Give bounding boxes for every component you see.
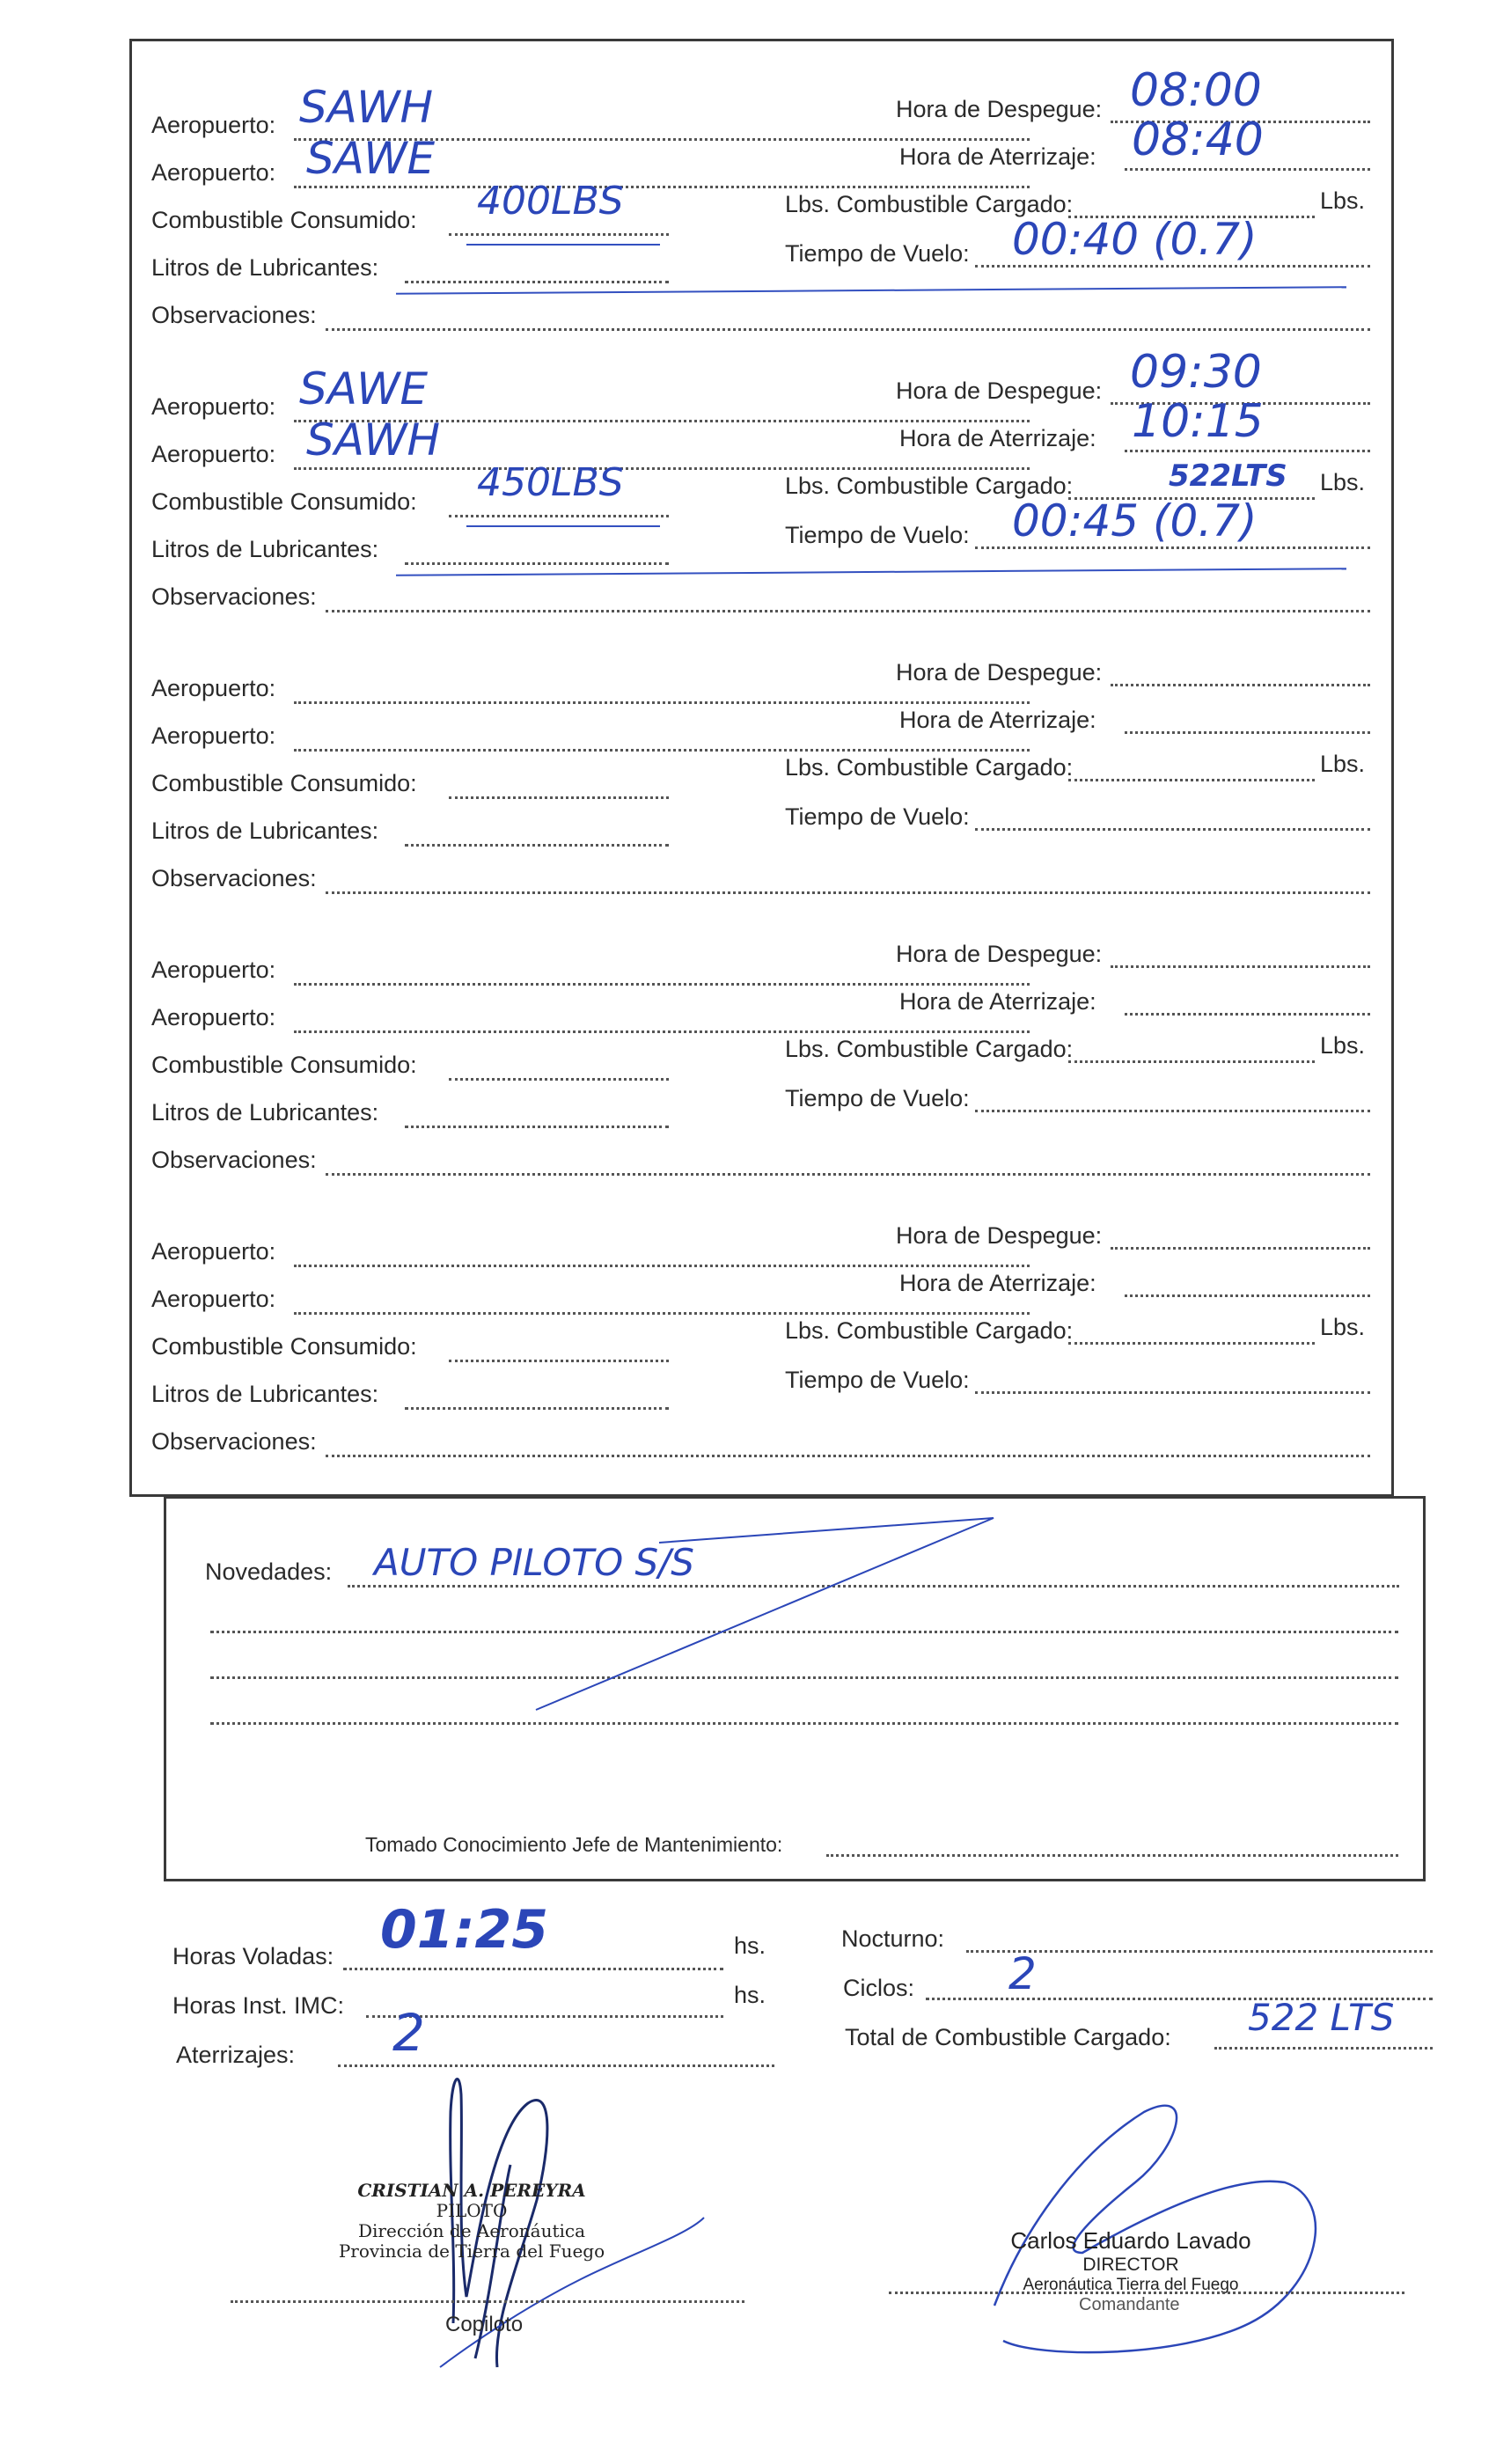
tiempo-vuelo-value: 00:45 (0.7): [1012, 495, 1258, 546]
piloto-org-1: Dirección de Aeronáutica: [357, 2220, 586, 2241]
litros-lubricantes-label: Litros de Lubricantes:: [151, 1381, 379, 1407]
aeropuerto-2-label: Aeropuerto:: [151, 159, 276, 186]
hora-aterrizaje-label: Hora de Aterrizaje:: [894, 425, 1096, 452]
horas-voladas-value: 01:25: [380, 1899, 548, 1961]
piloto-nombre: CRISTIAN A. PEREYRA: [357, 2180, 586, 2201]
hora-despegue-label: Hora de Despegue:: [891, 96, 1102, 123]
lbs-unit-label: Lbs.: [1320, 1314, 1366, 1340]
hora-despegue-label: Hora de Despegue:: [891, 378, 1102, 405]
hora-aterrizaje-label: Hora de Aterrizaje:: [894, 988, 1096, 1016]
horas-voladas-label: Horas Voladas:: [172, 1943, 334, 1969]
aeropuerto-2-label: Aeropuerto:: [151, 1286, 276, 1312]
piloto-cargo: PILOTO: [436, 2200, 508, 2221]
aeropuerto-2-label: Aeropuerto:: [151, 1004, 276, 1030]
comandante-label: Comandante: [1079, 2295, 1180, 2314]
horas-imc-label: Horas Inst. IMC:: [172, 1992, 345, 2019]
lbs-unit-label: Lbs.: [1320, 751, 1366, 777]
copiloto-label: Copiloto: [445, 2313, 524, 2336]
lbs-combustible-cargado-label: Lbs. Combustible Cargado:: [785, 754, 1074, 781]
aeropuerto-1-label: Aeropuerto:: [151, 675, 276, 701]
novedades-value: AUTO PILOTO S/S: [374, 1541, 694, 1584]
aterrizajes-value: 2: [392, 2003, 425, 2063]
aeropuerto-1-value: SAWE: [299, 363, 429, 414]
tiempo-vuelo-label: Tiempo de Vuelo:: [785, 803, 970, 830]
hora-despegue-label: Hora de Despegue:: [891, 1222, 1102, 1250]
ciclos-label: Ciclos:: [843, 1975, 915, 2001]
litros-lubricantes-label: Litros de Lubricantes:: [151, 818, 379, 844]
aterrizajes-label: Aterrizajes:: [176, 2042, 296, 2068]
aeropuerto-2-value: SAWH: [306, 414, 441, 466]
lbs-combustible-cargado-value: 522LTS: [1169, 458, 1287, 494]
tiempo-vuelo-label: Tiempo de Vuelo:: [785, 522, 970, 548]
aeropuerto-1-label: Aeropuerto:: [151, 1238, 276, 1265]
nocturno-label: Nocturno:: [841, 1925, 945, 1952]
observaciones-label: Observaciones:: [151, 1147, 317, 1173]
observaciones-label: Observaciones:: [151, 302, 317, 328]
ciclos-value: 2: [1008, 1948, 1037, 1999]
horas-imc-unit: hs.: [734, 1982, 766, 2008]
aeropuerto-1-label: Aeropuerto:: [151, 112, 276, 138]
horas-voladas-unit: hs.: [734, 1932, 766, 1959]
lbs-combustible-cargado-label: Lbs. Combustible Cargado:: [785, 473, 1074, 499]
aeropuerto-2-value: SAWE: [306, 133, 436, 184]
combustible-consumido-value: 400LBS: [477, 179, 624, 224]
hora-despegue-label: Hora de Despegue:: [891, 941, 1102, 968]
director-stamp: [986, 2226, 1276, 2295]
hora-despegue-value: 09:30: [1130, 346, 1262, 399]
director-nombre: Carlos Eduardo Lavado: [1010, 2227, 1251, 2254]
aeropuerto-1-value: SAWH: [299, 82, 434, 133]
combustible-consumido-label: Combustible Consumido:: [151, 1052, 417, 1078]
observaciones-label: Observaciones:: [151, 1428, 317, 1455]
total-combustible-label: Total de Combustible Cargado:: [845, 2024, 1171, 2050]
hora-despegue-value: 08:00: [1130, 64, 1262, 117]
combustible-consumido-label: Combustible Consumido:: [151, 1333, 417, 1360]
combustible-consumido-label: Combustible Consumido:: [151, 488, 417, 515]
litros-lubricantes-label: Litros de Lubricantes:: [151, 254, 379, 281]
hora-aterrizaje-value: 08:40: [1132, 114, 1264, 166]
combustible-consumido-label: Combustible Consumido:: [151, 770, 417, 796]
litros-lubricantes-label: Litros de Lubricantes:: [151, 536, 379, 562]
lbs-combustible-cargado-label: Lbs. Combustible Cargado:: [785, 1036, 1074, 1062]
total-combustible-value: 522 LTS: [1248, 1996, 1395, 2039]
observaciones-label: Observaciones:: [151, 583, 317, 610]
piloto-org-2: Provincia de Tierra del Fuego: [338, 2240, 605, 2262]
lbs-unit-label: Lbs.: [1320, 469, 1366, 495]
tiempo-vuelo-label: Tiempo de Vuelo:: [785, 1085, 970, 1111]
combustible-consumido-label: Combustible Consumido:: [151, 207, 417, 233]
combustible-consumido-value: 450LBS: [477, 460, 624, 505]
hora-aterrizaje-label: Hora de Aterrizaje:: [894, 143, 1096, 171]
aeropuerto-2-label: Aeropuerto:: [151, 441, 276, 467]
hora-despegue-label: Hora de Despegue:: [891, 659, 1102, 686]
tiempo-vuelo-value: 00:40 (0.7): [1012, 214, 1258, 265]
jefe-mantenimiento-label: Tomado Conocimiento Jefe de Mantenimiento:: [365, 1833, 783, 1856]
aeropuerto-2-label: Aeropuerto:: [151, 722, 276, 749]
hora-aterrizaje-value: 10:15: [1132, 395, 1264, 448]
novedades-label: Novedades:: [205, 1558, 333, 1585]
hora-aterrizaje-label: Hora de Aterrizaje:: [894, 1270, 1096, 1297]
observaciones-label: Observaciones:: [151, 865, 317, 891]
director-org: Aeronáutica Tierra del Fuego: [1023, 2276, 1239, 2294]
lbs-unit-label: Lbs.: [1320, 187, 1366, 214]
lbs-combustible-cargado-label: Lbs. Combustible Cargado:: [785, 191, 1074, 217]
lbs-combustible-cargado-label: Lbs. Combustible Cargado:: [785, 1317, 1074, 1344]
comandante-signature-line[interactable]: [889, 2292, 1404, 2294]
lbs-unit-label: Lbs.: [1320, 1032, 1366, 1059]
tiempo-vuelo-label: Tiempo de Vuelo:: [785, 240, 970, 267]
aeropuerto-1-label: Aeropuerto:: [151, 957, 276, 983]
hora-aterrizaje-label: Hora de Aterrizaje:: [894, 707, 1096, 734]
director-cargo: DIRECTOR: [1082, 2255, 1179, 2275]
tiempo-vuelo-label: Tiempo de Vuelo:: [785, 1367, 970, 1393]
aeropuerto-1-label: Aeropuerto:: [151, 393, 276, 420]
litros-lubricantes-label: Litros de Lubricantes:: [151, 1099, 379, 1126]
